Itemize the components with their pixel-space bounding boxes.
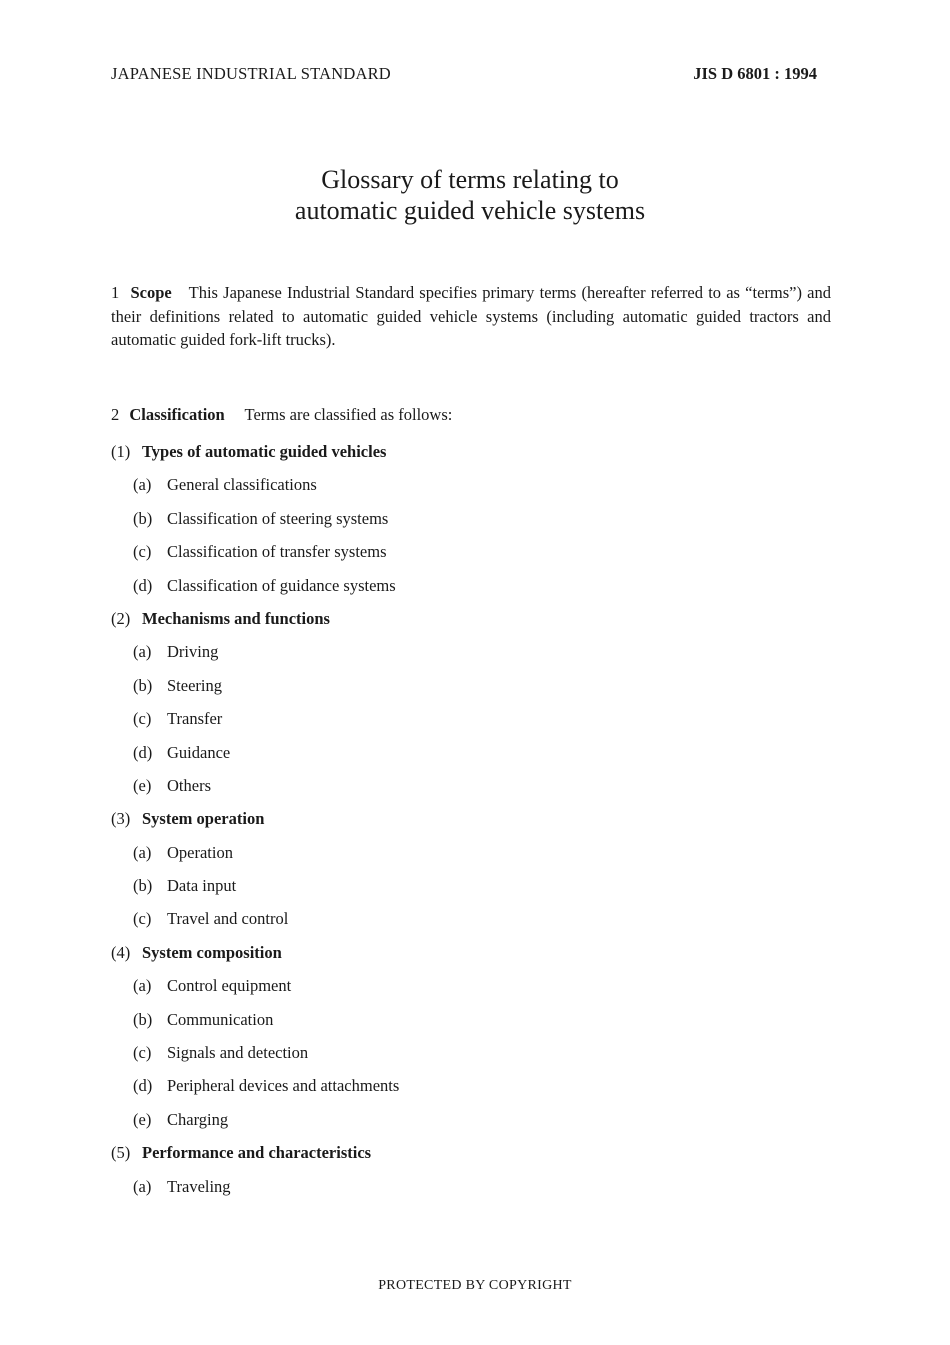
group-label: Performance and characteristics bbox=[142, 1143, 372, 1163]
subitem-label: Classification of guidance systems bbox=[167, 575, 396, 595]
subitem-number: (e) bbox=[133, 1109, 152, 1129]
classification-subitem bbox=[111, 507, 851, 540]
standard-type-header: JAPANESE INDUSTRIAL STANDARD bbox=[111, 64, 391, 83]
subitem-number: (d) bbox=[133, 1076, 153, 1096]
classification-number: 2 bbox=[111, 405, 120, 424]
subitem-number: (c) bbox=[133, 542, 152, 562]
subitem-label: Traveling bbox=[167, 1176, 231, 1196]
classification-group bbox=[111, 807, 851, 840]
subitem-label: Control equipment bbox=[167, 976, 292, 996]
subitem-label: Peripheral devices and attachments bbox=[167, 1076, 400, 1096]
scope-text: This Japanese Industrial Standard specifies primary terms (hereafter referred to as “terms”) and their definitions related to automatic guided vehicle systems (including automatic guided tractors and automatic guided fork-lift trucks). bbox=[111, 283, 832, 349]
subitem-label: Transfer bbox=[167, 709, 223, 729]
classification-subitem bbox=[111, 774, 851, 807]
classification-subitem bbox=[111, 841, 851, 874]
group-number: (3) bbox=[111, 809, 131, 829]
subitem-number: (b) bbox=[133, 876, 153, 896]
classification-subitem bbox=[111, 674, 851, 707]
subitem-label: Signals and detection bbox=[167, 1043, 309, 1063]
subitem-label: Charging bbox=[167, 1109, 229, 1129]
classification-heading-line bbox=[111, 405, 452, 425]
copyright-footer: PROTECTED BY COPYRIGHT bbox=[378, 1278, 572, 1293]
classification-subitem bbox=[111, 1108, 851, 1141]
subitem-number: (b) bbox=[133, 675, 153, 695]
document-title bbox=[0, 164, 940, 226]
subitem-number: (a) bbox=[133, 976, 152, 996]
subitem-label: Guidance bbox=[167, 742, 231, 762]
classification-subitem bbox=[111, 874, 851, 907]
group-number: (5) bbox=[111, 1143, 131, 1163]
scope-section bbox=[111, 281, 831, 352]
group-label: System operation bbox=[142, 809, 265, 829]
standard-number-header: JIS D 6801 : 1994 bbox=[693, 64, 817, 83]
group-label: System composition bbox=[142, 942, 282, 962]
classification-group bbox=[111, 440, 851, 473]
subitem-label: Operation bbox=[167, 842, 233, 862]
subitem-number: (a) bbox=[133, 1176, 152, 1196]
classification-subitem bbox=[111, 1074, 851, 1107]
title-line-2: automatic guided vehicle systems bbox=[294, 196, 646, 225]
classification-intro: Terms are classified as follows: bbox=[244, 405, 453, 424]
subitem-label: Driving bbox=[167, 642, 219, 662]
subitem-number: (c) bbox=[133, 909, 152, 929]
subitem-number: (c) bbox=[133, 709, 152, 729]
group-label: Mechanisms and functions bbox=[142, 608, 330, 628]
classification-subitem bbox=[111, 1041, 851, 1074]
subitem-label: Classification of transfer systems bbox=[167, 542, 387, 562]
classification-group bbox=[111, 941, 851, 974]
subitem-number: (a) bbox=[133, 475, 152, 495]
subitem-label: Steering bbox=[167, 675, 222, 695]
scope-heading: Scope bbox=[130, 283, 172, 302]
group-number: (1) bbox=[111, 442, 131, 461]
classification-outline bbox=[111, 440, 851, 1208]
subitem-number: (e) bbox=[133, 775, 152, 795]
subitem-label: General classifications bbox=[167, 475, 317, 495]
subitem-label: Data input bbox=[167, 876, 237, 896]
classification-subitem bbox=[111, 1008, 851, 1041]
classification-subitem bbox=[111, 473, 851, 506]
subitem-number: (c) bbox=[133, 1043, 152, 1063]
group-label: Types of automatic guided vehicles bbox=[142, 442, 387, 461]
subitem-number: (b) bbox=[133, 508, 153, 528]
subitem-label: Communication bbox=[167, 1009, 274, 1029]
classification-heading: Classification bbox=[129, 405, 225, 424]
classification-group bbox=[111, 1141, 851, 1174]
title-line-1: Glossary of terms relating to bbox=[321, 165, 619, 194]
classification-subitem bbox=[111, 540, 851, 573]
group-number: (4) bbox=[111, 942, 131, 962]
subitem-number: (d) bbox=[133, 575, 153, 595]
group-number: (2) bbox=[111, 608, 131, 628]
scope-number: 1 bbox=[111, 283, 120, 302]
classification-subitem bbox=[111, 907, 851, 940]
subitem-label: Others bbox=[167, 775, 211, 795]
subitem-number: (a) bbox=[133, 842, 152, 862]
subitem-label: Classification of steering systems bbox=[167, 508, 389, 528]
classification-subitem bbox=[111, 574, 851, 607]
classification-subitem bbox=[111, 741, 851, 774]
classification-subitem bbox=[111, 1175, 851, 1208]
classification-subitem bbox=[111, 707, 851, 740]
classification-group bbox=[111, 607, 851, 640]
subitem-number: (d) bbox=[133, 742, 153, 762]
classification-subitem bbox=[111, 974, 851, 1007]
subitem-number: (a) bbox=[133, 642, 152, 662]
subitem-label: Travel and control bbox=[167, 909, 289, 929]
classification-subitem bbox=[111, 640, 851, 673]
subitem-number: (b) bbox=[133, 1009, 153, 1029]
